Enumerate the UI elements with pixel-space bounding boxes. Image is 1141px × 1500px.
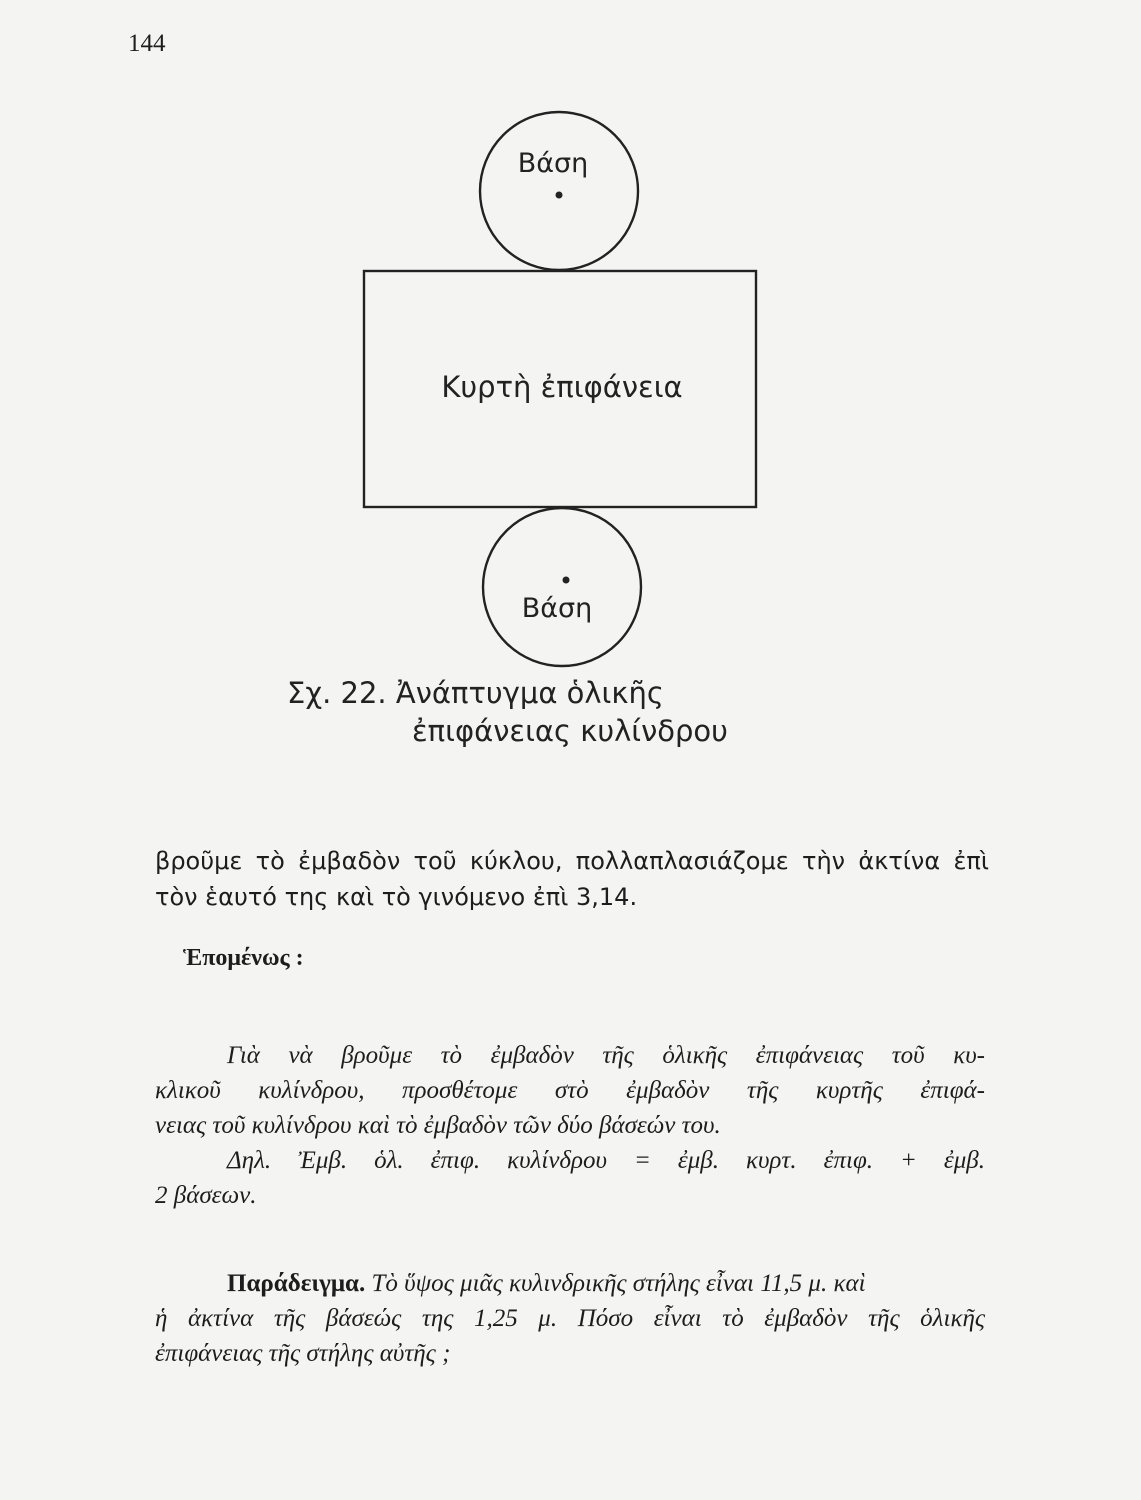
figure-caption-line1: Σχ. 22. Ἀνάπτυγμα ὁλικῆς: [287, 676, 664, 710]
page-number: 144: [128, 30, 166, 57]
example-line-1-text: Τὸ ὕψος μιᾶς κυλινδρικῆς στήλης εἶναι 11,5 μ. καὶ: [371, 1270, 866, 1297]
top-base-center-dot: [556, 192, 563, 199]
lateral-surface-label: Κυρτὴ ἐπιφάνεια: [441, 370, 683, 404]
consequently-heading: Ἑπομένως :: [183, 945, 304, 971]
rule-line-1: Γιὰ νὰ βροῦμε τὸ ἐμβαδὸν τῆς ὁλικῆς ἐπιφάνειας τοῦ κυ-: [227, 1042, 985, 1069]
top-base-label: Βάση: [517, 148, 589, 179]
example-label: Παράδειγμα.: [227, 1270, 366, 1297]
figure-caption-line2: ἐπιφάνειας κυλίνδρου: [412, 714, 728, 748]
bottom-base-circle: [483, 508, 641, 666]
rule-line-5: 2 βάσεων.: [155, 1182, 257, 1209]
top-base-circle: [480, 112, 638, 270]
rule-line-3: νειας τοῦ κυλίνδρου καὶ τὸ ἐμβαδὸν τῶν δύο βάσεών του.: [155, 1112, 721, 1139]
rule-line-4: Δηλ. Ἐμβ. ὁλ. ἐπιφ. κυλίνδρου = ἐμβ. κυρτ. ἐπιφ. + ἐμβ.: [227, 1147, 985, 1174]
bottom-base-label: Βάση: [521, 593, 593, 624]
example-line-2: ἡ ἀκτίνα τῆς βάσεώς της 1,25 μ. Πόσο εἶναι τὸ ἐμβαδὸν τῆς ὁλικῆς: [155, 1305, 985, 1332]
bottom-base-center-dot: [563, 577, 570, 584]
example-line-3: ἐπιφάνειας τῆς στήλης αὐτῆς ;: [155, 1340, 451, 1367]
intro-line-1: βροῦμε τὸ ἐμβαδὸν τοῦ κύκλου, πολλαπλασιάζομε τὴν ἀκτίνα ἐπὶ: [155, 847, 989, 875]
rule-line-2: κλικοῦ κυλίνδρου, προσθέτομε στὸ ἐμβαδὸν τῆς κυρτῆς ἐπιφά-: [155, 1077, 985, 1104]
intro-line-2: τὸν ἑαυτό της καὶ τὸ γινόμενο ἐπὶ 3,14.: [155, 883, 638, 911]
rule-block: [155, 1038, 985, 1213]
example-line-1: [155, 1266, 985, 1301]
example-block: [155, 1266, 985, 1371]
